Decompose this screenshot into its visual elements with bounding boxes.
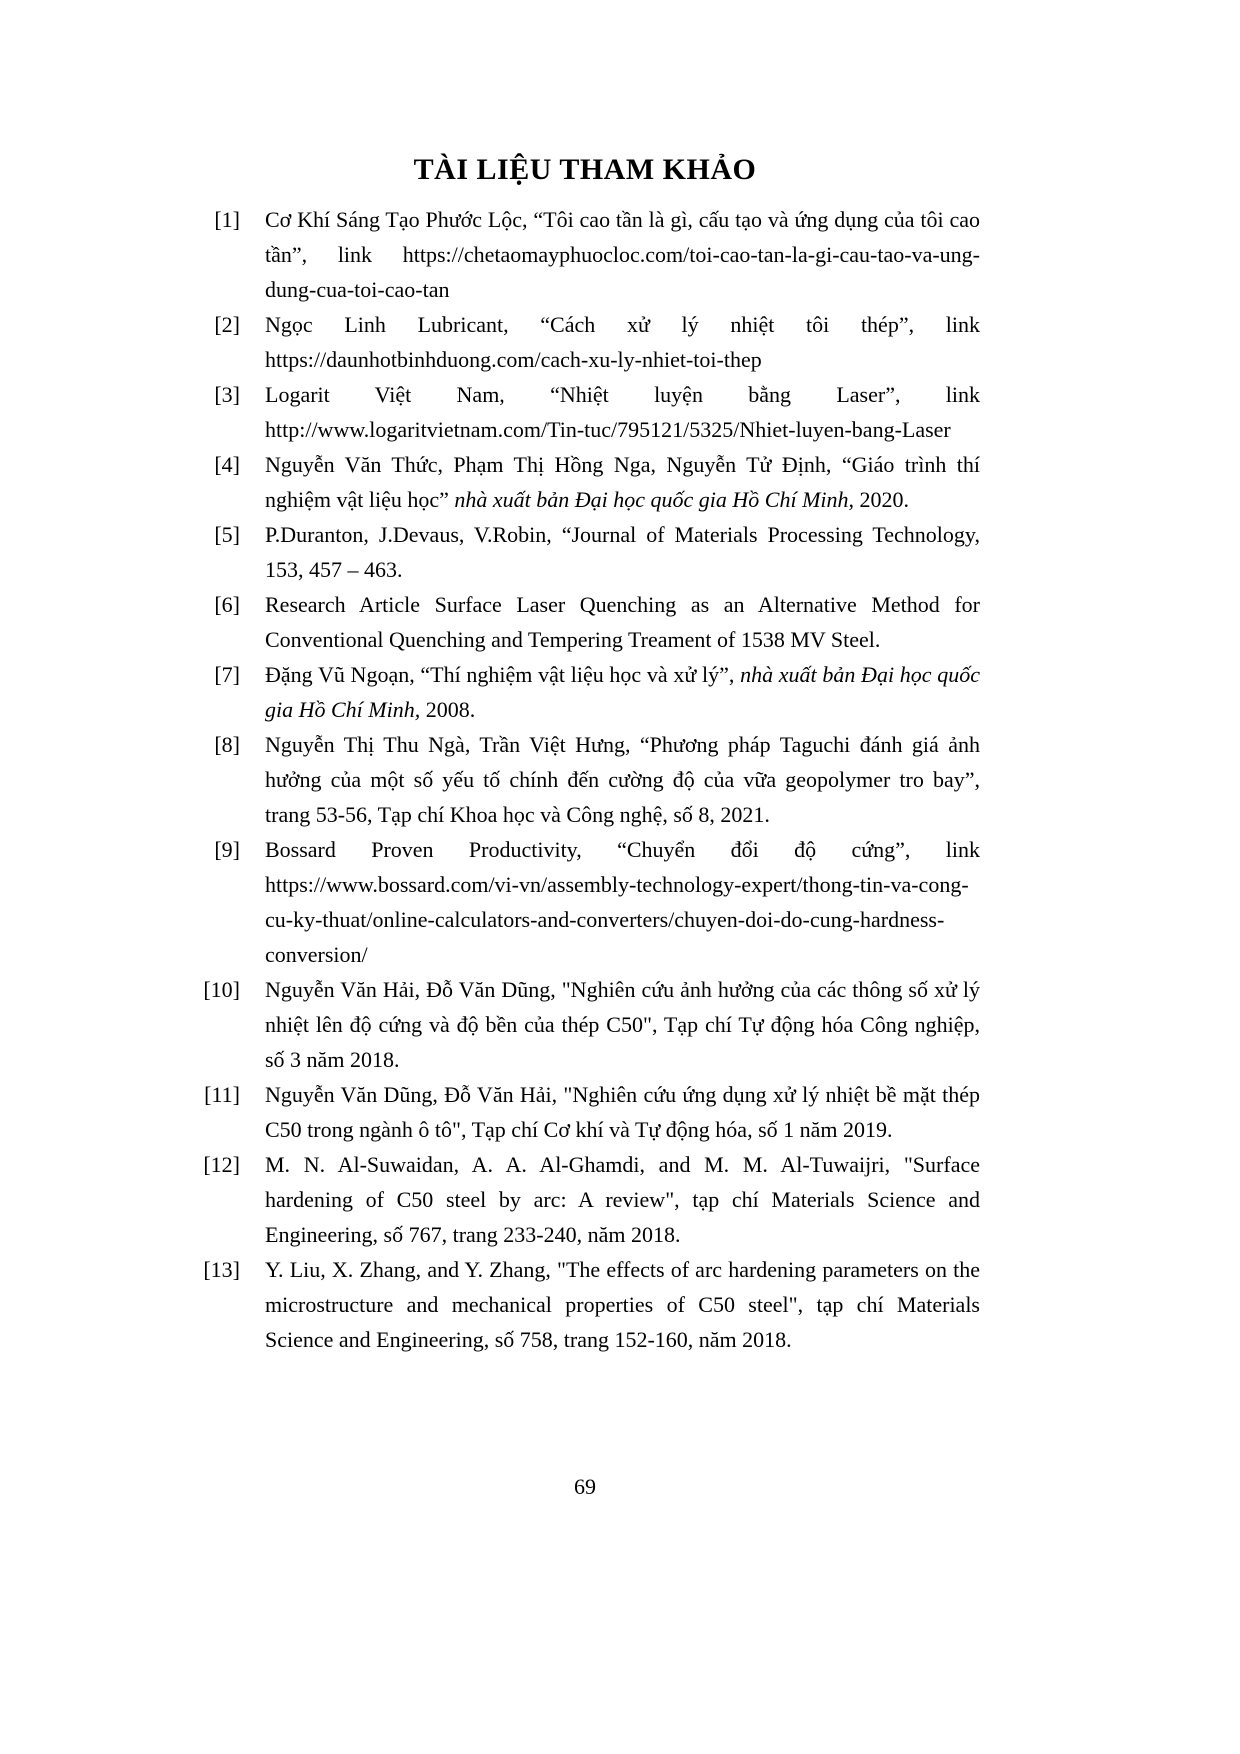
reference-segment: Nguyễn Thị Thu Ngà, Trần Việt Hưng, “Phương pháp Taguchi đánh giá ảnh hưởng của một số yếu tố chính đến cường độ của vữa geopolymer tro bay”, trang 53-56, Tạp chí Khoa học và Công nghệ, số 8, 2021.: [265, 732, 980, 827]
reference-number: [1]: [214, 207, 240, 232]
reference-segment-italic: nhà xuất bản Đại học quốc gia Hồ Chí Minh,: [265, 662, 980, 722]
reference-number: [7]: [214, 662, 240, 687]
reference-number: [2]: [214, 312, 240, 337]
reference-item: [190, 377, 980, 447]
reference-text: [265, 657, 980, 727]
reference-item: [190, 307, 980, 377]
reference-item: [190, 447, 980, 517]
reference-text: [265, 377, 980, 447]
reference-item: [190, 972, 980, 1077]
reference-number: [6]: [214, 592, 240, 617]
reference-number: [3]: [214, 382, 240, 407]
reference-item: [190, 1077, 980, 1147]
references-section: [190, 150, 980, 1357]
reference-item: [190, 202, 980, 307]
reference-text: [265, 1147, 980, 1252]
reference-number: [13]: [203, 1257, 240, 1282]
reference-item: [190, 657, 980, 727]
reference-number: [11]: [204, 1082, 240, 1107]
page-title: TÀI LIỆU THAM KHẢO: [413, 153, 757, 186]
reference-text: [265, 727, 980, 832]
reference-segment: Bossard Proven Productivity, “Chuyển đổi độ cứng”, link https://www.bossard.com/vi-vn/assembly-technology-expert/thong-tin-va-cong-cu-ky-thuat/online-calculators-and-converters/chuyen-doi-do-cung-hardness-conversion/: [265, 837, 980, 967]
reference-number: [5]: [214, 522, 240, 547]
reference-text: [265, 1077, 980, 1147]
reference-segment: Research Article Surface Laser Quenching as an Alternative Method for Conventional Quenching and Tempering Treament of 1538 MV Steel.: [265, 592, 980, 652]
reference-text: [265, 1252, 980, 1357]
page-number: 69: [574, 1474, 596, 1499]
reference-segment: Đặng Vũ Ngoạn, “Thí nghiệm vật liệu học và xử lý”,: [265, 662, 741, 687]
references-list: [190, 202, 980, 1357]
reference-number: [9]: [214, 837, 240, 862]
reference-text: [265, 972, 980, 1077]
reference-item: [190, 727, 980, 832]
reference-item: [190, 832, 980, 972]
reference-segment: Cơ Khí Sáng Tạo Phước Lộc, “Tôi cao tần là gì, cấu tạo và ứng dụng của tôi cao tần”, link https://chetaomayphuocloc.com/toi-cao-tan-la-gi-cau-tao-va-ung-dung-cua-toi-cao-tan: [265, 207, 980, 302]
reference-number: [8]: [214, 732, 240, 757]
reference-text: [265, 307, 980, 377]
reference-text: [265, 447, 980, 517]
reference-item: [190, 587, 980, 657]
reference-segment: Nguyễn Văn Hải, Đỗ Văn Dũng, "Nghiên cứu ảnh hưởng của các thông số xử lý nhiệt lên độ cứng và độ bền của thép C50", Tạp chí Tự động hóa Công nghiệp, số 3 năm 2018.: [265, 977, 980, 1072]
reference-item: [190, 1252, 980, 1357]
reference-segment: Y. Liu, X. Zhang, and Y. Zhang, "The effects of arc hardening parameters on the microstructure and mechanical properties of C50 steel", tạp chí Materials Science and Engineering, số 758, trang 152-160, năm 2018.: [265, 1257, 980, 1352]
reference-number: [12]: [203, 1152, 240, 1177]
reference-segment-italic: nhà xuất bản Đại học quốc gia Hồ Chí Minh,: [454, 487, 855, 512]
reference-text: [265, 202, 980, 307]
reference-text: [265, 587, 980, 657]
reference-text: [265, 517, 980, 587]
reference-item: [190, 1147, 980, 1252]
reference-segment: 2008.: [420, 697, 476, 722]
reference-segment: Nguyễn Văn Thức, Phạm Thị Hồng Nga, Nguyễn Tử Định, “Giáo trình thí nghiệm vật liệu học”: [265, 452, 980, 512]
reference-number: [4]: [214, 452, 240, 477]
reference-number: [10]: [203, 977, 240, 1002]
reference-segment: M. N. Al-Suwaidan, A. A. Al-Ghamdi, and M. M. Al-Tuwaijri, "Surface hardening of C50 steel by arc: A review", tạp chí Materials Science and Engineering, số 767, trang 233-240, năm 2018.: [265, 1152, 980, 1247]
reference-item: [190, 517, 980, 587]
reference-segment: Logarit Việt Nam, “Nhiệt luyện bằng Laser”, link http://www.logaritvietnam.com/Tin-tuc/795121/5325/Nhiet-luyen-bang-Laser: [265, 382, 980, 442]
reference-segment: Ngọc Linh Lubricant, “Cách xử lý nhiệt tôi thép”, link https://daunhotbinhduong.com/cach-xu-ly-nhiet-toi-thep: [265, 312, 980, 372]
reference-text: [265, 832, 980, 972]
reference-segment: Nguyễn Văn Dũng, Đỗ Văn Hải, "Nghiên cứu ứng dụng xử lý nhiệt bề mặt thép C50 trong ngành ô tô", Tạp chí Cơ khí và Tự động hóa, số 1 năm 2019.: [265, 1082, 980, 1142]
reference-segment: 2020.: [854, 487, 910, 512]
reference-segment: P.Duranton, J.Devaus, V.Robin, “Journal of Materials Processing Technology, 153, 457 – 463.: [265, 522, 980, 582]
